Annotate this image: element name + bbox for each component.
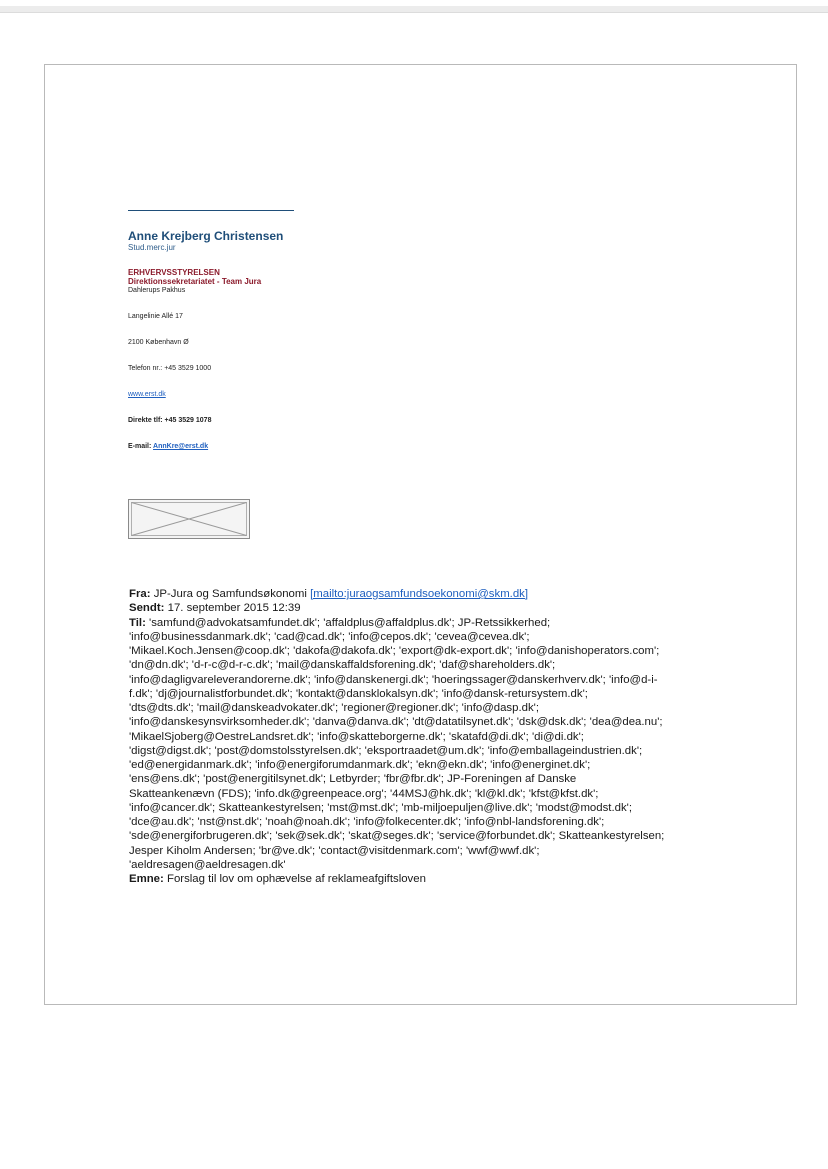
subject-value: Forslag til lov om ophævelse af reklameafgiftsloven	[166, 873, 426, 885]
recipient-list: 'samfund@advokatsamfundet.dk'; 'affaldplus@affaldplus.dk'; JP-Retssikkerhed; 'info@businessdanmark.dk'; 'cad@cad.dk'; 'info@cepos.dk'; 'cevea@cevea.dk'; 'Mikael.Koch.Jensen@coop.dk'; 'dakofa@dakofa.dk'; 'export@dk-export.dk'; 'info@danishoperators.com'; 'dn@dn.dk'; 'd-r-c@d-r-c.dk'; 'mail@danskaffaldsforening.dk'; 'daf@shareholders.dk'; 'info@dagligvareleverandorerne.dk'; 'info@danskenergi.dk'; 'hoeringssager@danskerhverv.dk'; 'info@d-i- f.dk'; 'dj@journalistforbundet.dk'; 'kontakt@dansklokalsyn.dk'; 'info@dansk-retursystem.dk'; 'dts@dts.dk'; 'mail@danskeadvokater.dk'; 'regioner@regioner.dk'; 'info@dasp.dk'; 'info@danskesynsvirksomheder.dk'; 'danva@danva.dk'; 'dt@datatilsynet.dk'; 'dsk@dsk.dk'; 'dea@dea.nu'; 'MikaelSjoberg@OestreLandsret.dk'; 'info@skatteborgerne.dk'; 'skatafd@di.dk'; 'di@di.dk'; 'digst@digst.dk'; 'post@domstolsstyrelsen.dk'; 'eksportraadet@um.dk'; 'info@emballageindustrien.dk'; 'ed@energidanmark.dk'; 'info@energiforumdanmark.dk'; 'ekn@ekn.dk'; 'info@energinet.dk'; 'ens@ens.dk'; 'post@energitilsynet.dk'; Letbyrder; 'fbr@fbr.dk'; JP-Foreningen af Danske Skatteankenævn (FDS); 'info.dk@greenpeace.org'; '44MSJ@hk.dk'; 'kl@kl.dk'; 'kfst@kfst.dk'; 'info@cancer.dk'; Skatteankestyrelsen; 'mst@mst.dk'; 'mb-miljoepuljen@live.dk'; 'modst@modst.dk'; 'dce@au.dk'; 'nst@nst.dk'; 'noah@noah.dk'; 'info@folkecenter.dk'; 'info@nbl-landsforening.dk'; 'sde@energiforbrugeren.dk'; 'sek@sek.dk'; 'skat@seges.dk'; 'service@forbundet.dk'; Skatteankestyrelsen; Jesper Kiholm Andersen; 'br@ve.dk'; 'contact@visitdenmark.com'; 'wwf@wwf.dk'; 'aeldresagen@aeldresagen.dk'	[129, 616, 665, 871]
from-row	[129, 587, 729, 601]
signature-direct-phone: Direkte tlf: +45 3529 1078	[128, 417, 212, 424]
email-header	[129, 587, 729, 886]
signature-org: ERHVERVSSTYRELSEN	[128, 268, 220, 277]
email-signature	[128, 210, 428, 451]
subject-label: Emne:	[129, 873, 164, 885]
signature-department: Direktionssekretariatet - Team Jura	[128, 277, 262, 286]
signature-email-row	[128, 442, 428, 451]
signature-title: Stud.merc.jur	[128, 243, 176, 252]
signature-website-link[interactable]: www.erst.dk	[128, 391, 166, 398]
from-label: Fra:	[129, 588, 151, 600]
from-mailto-link[interactable]: [mailto:juraogsamfundsoekonomi@skm.dk]	[310, 588, 529, 600]
signature-divider	[128, 210, 294, 211]
subject-row	[129, 872, 729, 886]
sent-label: Sendt:	[129, 602, 165, 615]
signature-phone: Telefon nr.: +45 3529 1000	[128, 365, 212, 372]
signature-building: Dahlerups Pakhus	[128, 287, 186, 294]
sent-row	[129, 601, 729, 615]
signature-email-label: E-mail:	[128, 443, 152, 450]
sent-value: 17. september 2015 12:39	[167, 602, 301, 615]
top-edge	[0, 6, 828, 13]
signature-email-link[interactable]: AnnKre@erst.dk	[153, 443, 209, 450]
signature-city: 2100 København Ø	[128, 339, 189, 346]
missing-image-placeholder	[128, 499, 250, 539]
to-row	[129, 616, 729, 873]
to-label: Til:	[129, 616, 146, 629]
from-name: JP-Jura og Samfundsøkonomi	[153, 588, 307, 600]
signature-name: Anne Krejberg Christensen	[128, 229, 284, 243]
signature-street: Langelinie Allé 17	[128, 313, 183, 320]
